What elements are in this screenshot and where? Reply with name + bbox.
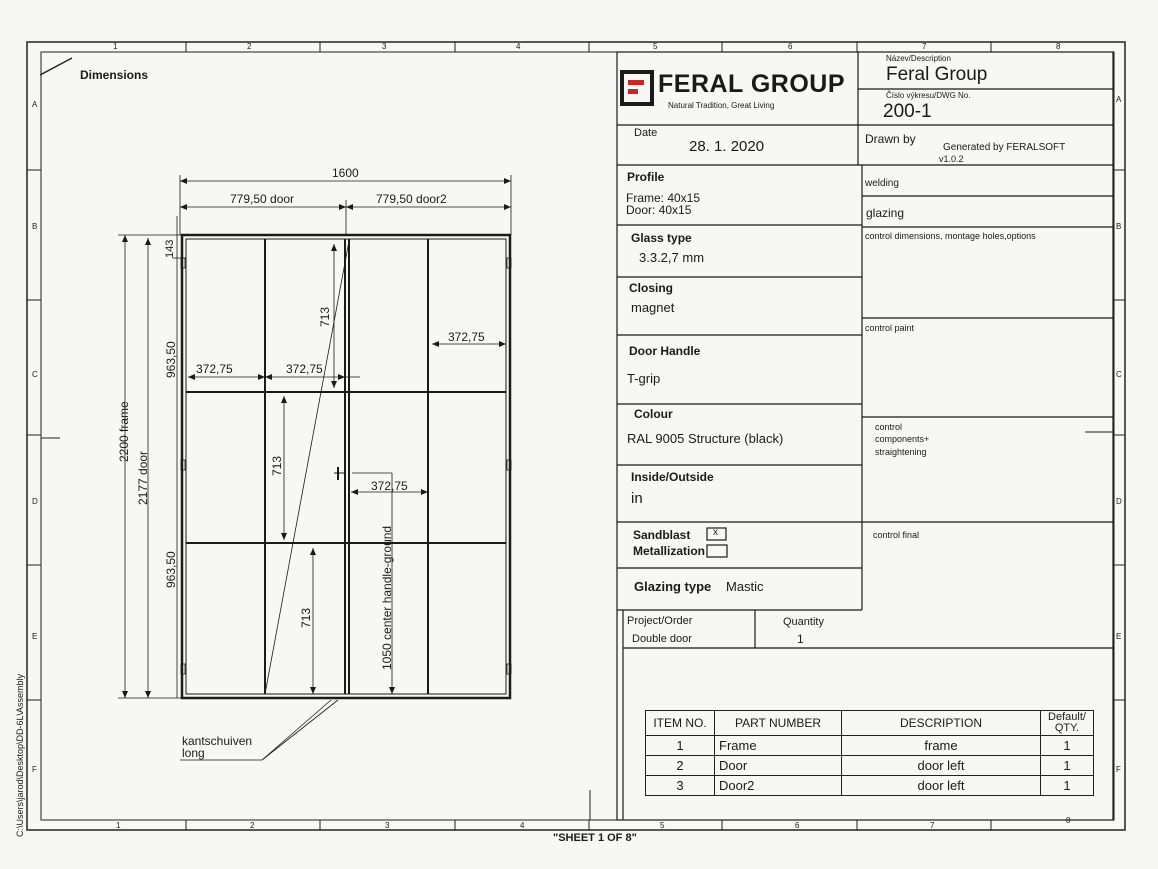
project-label: Project/Order	[627, 615, 693, 627]
zone-col-7: 7	[922, 42, 927, 51]
bom-header-row	[646, 711, 1094, 736]
quantity-label: Quantity	[783, 616, 824, 628]
dim-pane-height-3: 713	[299, 607, 313, 628]
logo-text: FERAL GROUP	[658, 70, 845, 98]
bom-cell-item: 2	[646, 756, 715, 776]
zone-row-f: F	[32, 765, 37, 774]
dim-door-height: 2177 door	[136, 450, 150, 505]
zone-col-b4: 4	[520, 821, 525, 830]
zone-col-6: 6	[788, 42, 793, 51]
drawn-by-label: Drawn by	[865, 132, 916, 146]
zone-col-b3: 3	[385, 821, 390, 830]
feral-logo-icon	[622, 72, 652, 104]
dim-pane-width-3: 372,75	[448, 330, 485, 344]
date-label: Date	[634, 127, 658, 139]
table-row	[646, 736, 1094, 756]
control-components-line3: straightening	[875, 447, 927, 457]
zone-row-c: C	[32, 370, 38, 379]
dim-pane-height-1: 713	[318, 306, 332, 327]
description-label: Název/Description	[886, 54, 951, 63]
zone-col-b8: 8	[1066, 816, 1071, 825]
dim-upper-section: 963,50	[164, 341, 178, 378]
bom-cell-qty: 1	[1041, 776, 1094, 796]
control-components-line1: control	[875, 422, 903, 432]
sandblast-label: Sandblast	[633, 528, 691, 542]
bom-cell-part: Door2	[715, 776, 842, 796]
zone-row-a: A	[32, 100, 38, 109]
bom-cell-item: 1	[646, 736, 715, 756]
zone-row-b: B	[32, 222, 38, 231]
zone-col-b1: 1	[116, 821, 121, 830]
bom-cell-item: 3	[646, 776, 715, 796]
zone-col-b7: 7	[930, 821, 935, 830]
callout-line2: long	[182, 746, 205, 760]
zone-col-b5: 5	[660, 821, 665, 830]
colour-label: Colour	[634, 407, 673, 421]
zone-row-f-right: F	[1116, 765, 1121, 774]
dim-pane-width-2: 372,75	[286, 362, 323, 376]
drawn-by-value: Generated by FERALSOFT	[943, 142, 1066, 153]
control-final-label: control final	[873, 530, 920, 540]
project-value: Double door	[632, 633, 692, 645]
control-dimensions-label: control dimensions, montage holes,options	[865, 231, 1036, 241]
drawn-by-version: v1.0.2	[939, 154, 964, 164]
colour-value: RAL 9005 Structure (black)	[627, 431, 784, 446]
bom-header-qty	[1041, 711, 1094, 736]
zone-row-b-right: B	[1116, 222, 1122, 231]
inside-outside-value: in	[631, 490, 643, 507]
quantity-value: 1	[797, 632, 804, 646]
zone-col-b6: 6	[795, 821, 800, 830]
sandblast-checkbox[interactable]: x	[713, 527, 718, 538]
callout-line1: kantschuiven	[182, 734, 253, 748]
inside-outside-label: Inside/Outside	[631, 470, 714, 484]
closing-value: magnet	[631, 300, 675, 315]
welding-label: welding	[865, 178, 899, 189]
zone-row-d-right: D	[1116, 497, 1122, 506]
bom-table	[645, 710, 1094, 796]
dim-top-rail: 143	[164, 239, 176, 258]
description-value: Feral Group	[886, 64, 988, 85]
zone-col-b2: 2	[250, 821, 255, 830]
sheet-number: "SHEET 1 OF 8"	[553, 832, 637, 844]
bom-cell-description: frame	[842, 736, 1041, 756]
glazing-type-value: Mastic	[726, 579, 764, 594]
bom-header-item: ITEM NO.	[646, 711, 715, 736]
table-row	[646, 756, 1094, 776]
metallization-label: Metallization	[633, 544, 706, 558]
date-value: 28. 1. 2020	[689, 138, 765, 155]
profile-frame: Frame: 40x15	[626, 191, 701, 205]
dim-overall-width: 1600	[332, 166, 359, 180]
dim-handle-height: 1050 center handle-ground	[380, 525, 394, 670]
glazing-check-label: glazing	[866, 206, 905, 220]
bom-cell-description: door left	[842, 756, 1041, 776]
door-handle-label: Door Handle	[629, 344, 701, 358]
dim-lower-section: 963,50	[164, 551, 178, 588]
zone-col-5: 5	[653, 42, 658, 51]
profile-door: Door: 40x15	[626, 203, 692, 217]
zone-row-a-right: A	[1116, 95, 1122, 104]
view-title: Dimensions	[80, 68, 149, 82]
dim-frame-height: 2200 frame	[117, 401, 131, 462]
glazing-type-label: Glazing type	[634, 579, 712, 594]
door-handle-value: T-grip	[627, 371, 661, 386]
control-components-line2: components+	[875, 434, 930, 444]
glass-type-label: Glass type	[631, 231, 692, 245]
zone-col-4: 4	[516, 42, 521, 51]
dim-door2-width: 779,50 door2	[376, 192, 447, 206]
file-path: C:\Users\jarod\Desktop\DD-6L\Assembly	[15, 673, 25, 837]
closing-label: Closing	[629, 281, 673, 295]
bom-header-description: DESCRIPTION	[842, 711, 1041, 736]
zone-row-e-right: E	[1116, 632, 1122, 641]
table-row	[646, 776, 1094, 796]
control-paint-label: control paint	[865, 323, 915, 333]
zone-col-1: 1	[113, 42, 118, 51]
zone-col-2: 2	[247, 42, 252, 51]
zone-col-3: 3	[382, 42, 387, 51]
zone-row-e: E	[32, 632, 38, 641]
zone-col-8: 8	[1056, 42, 1061, 51]
bom-cell-part: Frame	[715, 736, 842, 756]
logo-tagline: Natural Tradition, Great Living	[668, 101, 775, 110]
bom-cell-qty: 1	[1041, 756, 1094, 776]
glass-type-value: 3.3.2,7 mm	[639, 250, 705, 265]
dim-door-width: 779,50 door	[230, 192, 295, 206]
bom-cell-part: Door	[715, 756, 842, 776]
zone-row-c-right: C	[1116, 370, 1122, 379]
dim-pane-height-2: 713	[270, 455, 284, 476]
dwg-no-label: Číslo výkresu/DWG No.	[886, 91, 971, 100]
bom-header-qty-line1: Default/	[1048, 711, 1086, 723]
bom-header-part: PART NUMBER	[715, 711, 842, 736]
bom-cell-qty: 1	[1041, 736, 1094, 756]
dim-pane-width-1: 372,75	[196, 362, 233, 376]
dwg-no-value: 200-1	[883, 101, 932, 122]
bom-header-qty-line2: QTY.	[1054, 722, 1080, 734]
profile-label: Profile	[627, 170, 665, 184]
zone-row-d: D	[32, 497, 38, 506]
dim-pane-width-4: 372,75	[371, 479, 408, 493]
bom-cell-description: door left	[842, 776, 1041, 796]
